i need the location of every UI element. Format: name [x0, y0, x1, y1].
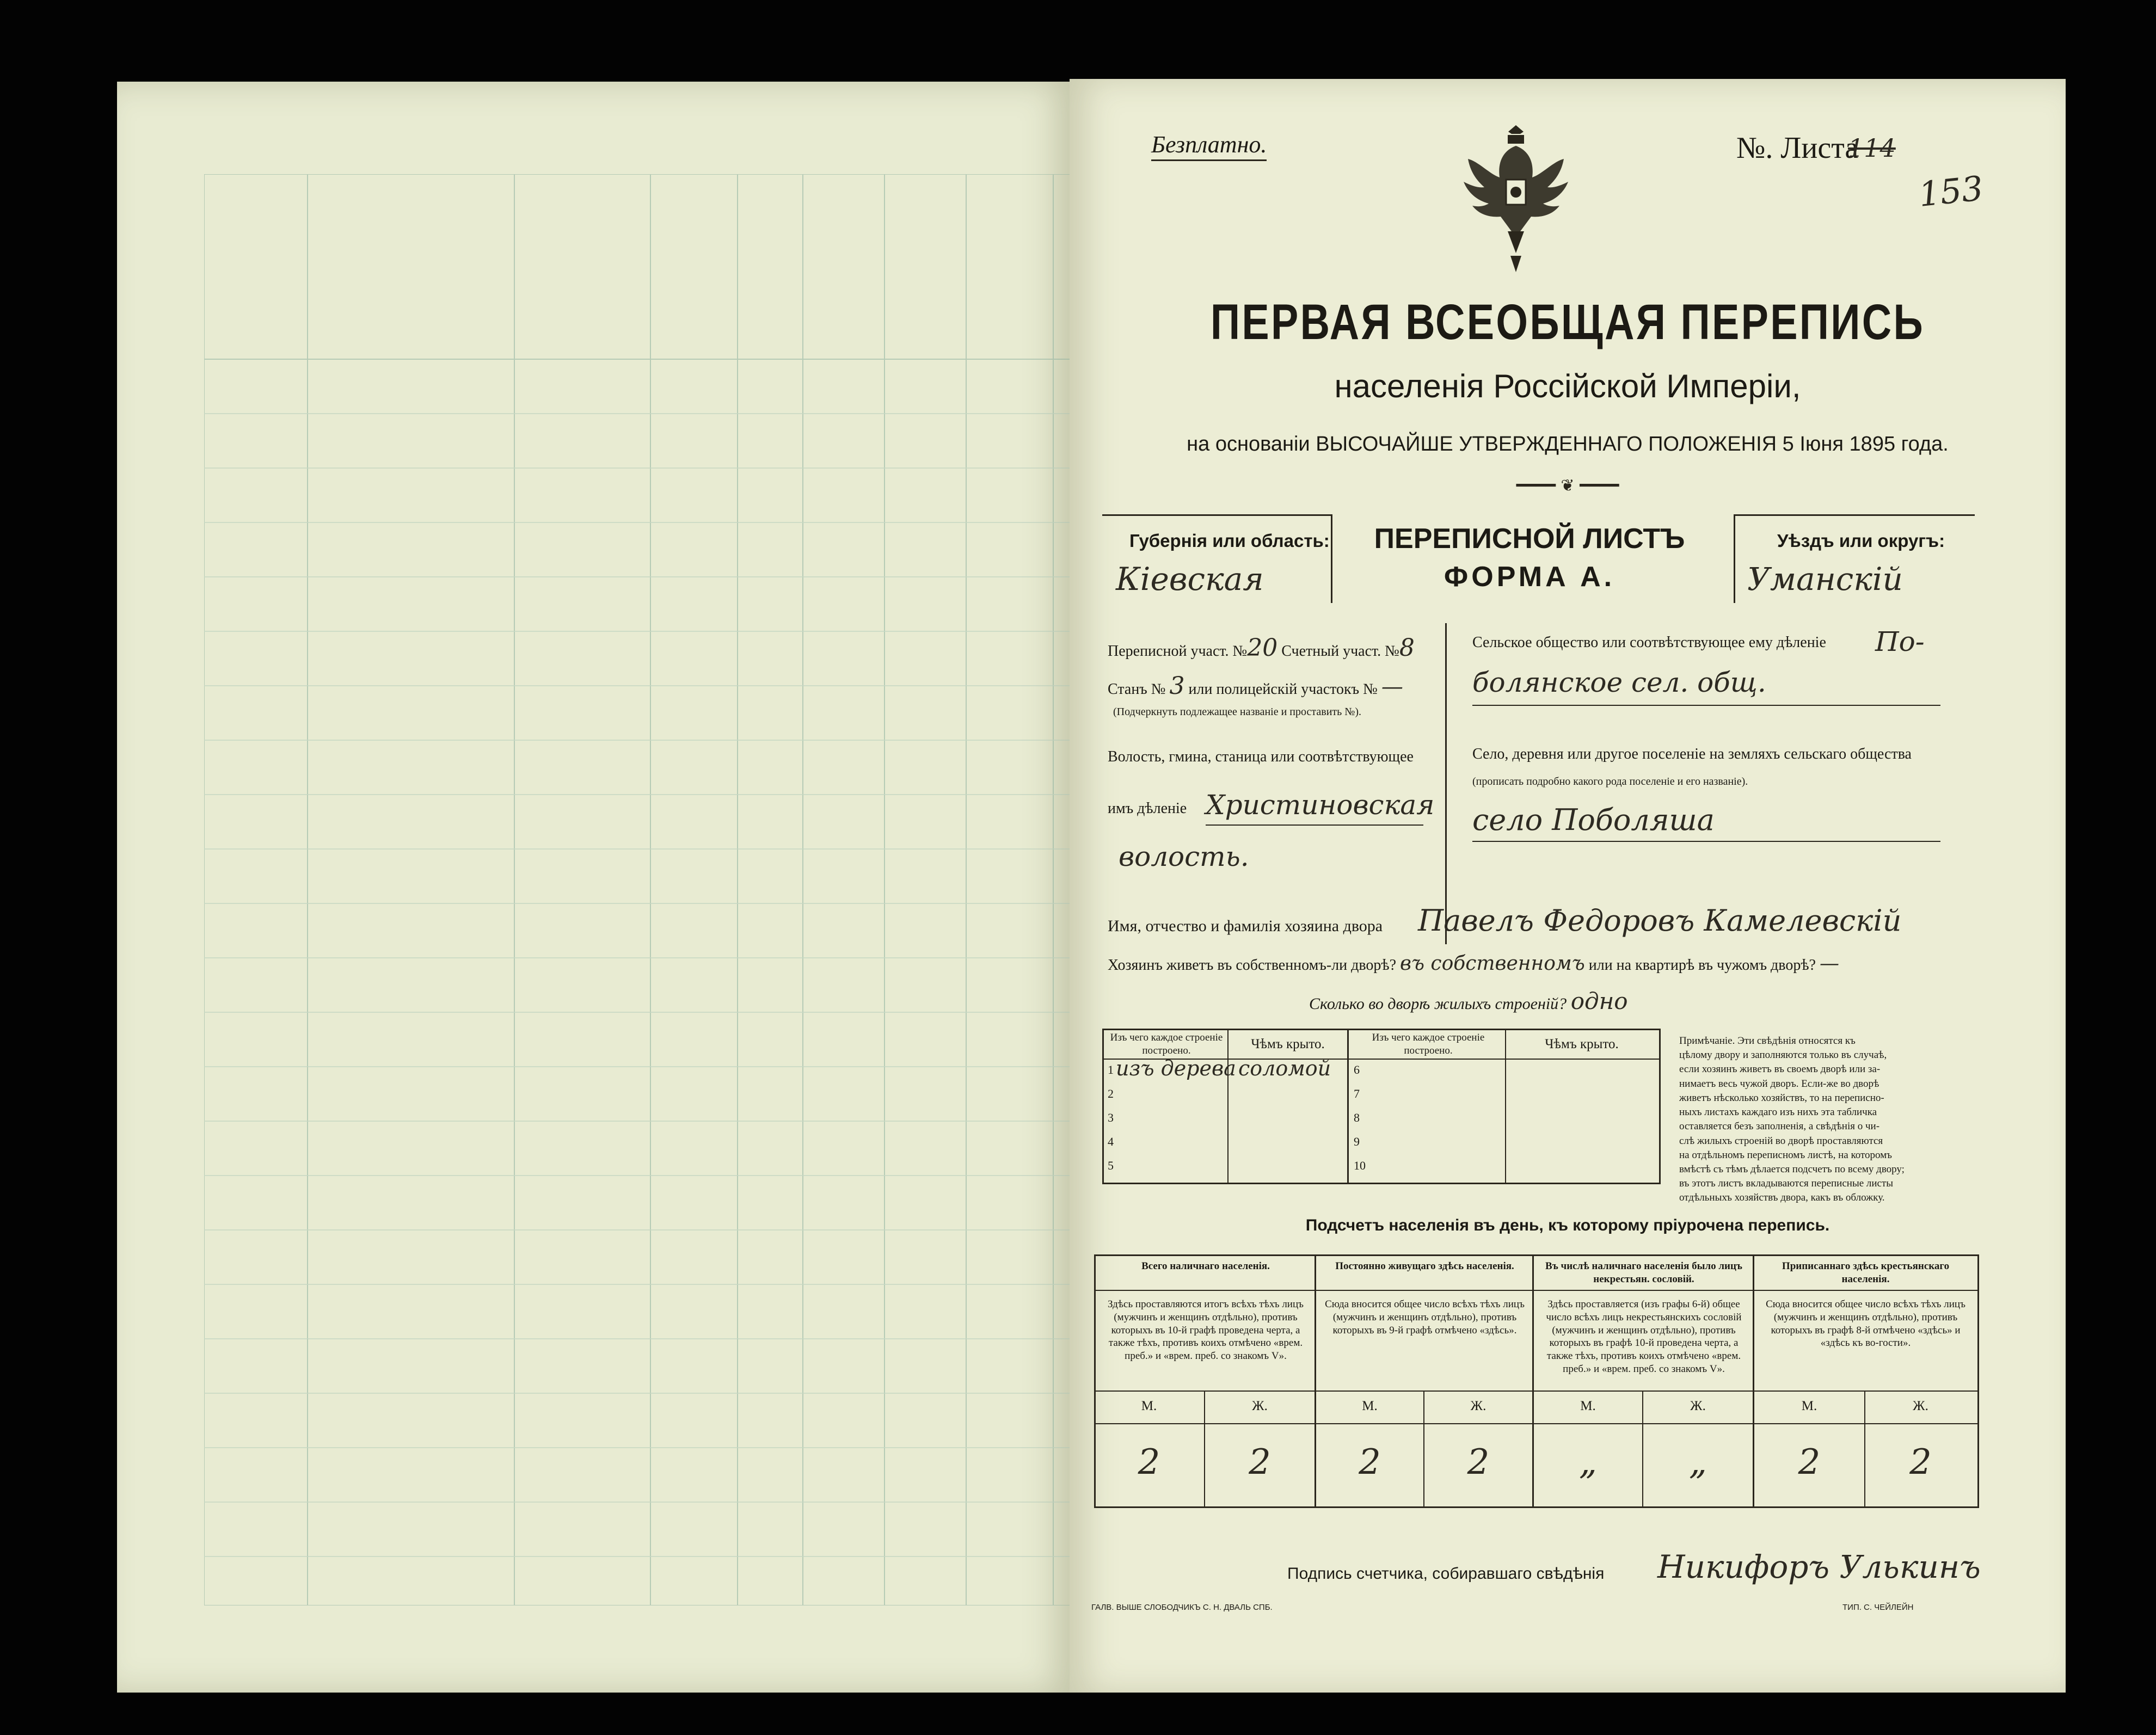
note-line: живетъ нѣсколько хозяйствъ, то на переписно-	[1679, 1092, 1884, 1104]
male-label: М.	[1801, 1399, 1817, 1413]
volost-label: Волость, гмина, станица или соотвѣтствующее	[1108, 748, 1414, 765]
village-underline	[1472, 841, 1940, 842]
village-value: село Поболяша	[1472, 803, 1715, 837]
buildings-rows-left	[1108, 1056, 1347, 1183]
stan-row	[1108, 672, 1403, 700]
building-row	[1108, 1087, 1347, 1111]
district-value: Уманскій	[1747, 561, 1903, 598]
count-area-value: 8	[1399, 634, 1415, 662]
note-line: ныхъ листахъ каждаго изъ нихъ эта табличка	[1679, 1106, 1877, 1118]
buildings-row	[1309, 988, 1628, 1014]
sheet-number-crossed: 114	[1848, 133, 1896, 163]
col-material-2: Изъ чего каждое строеніе построено.	[1372, 1032, 1485, 1056]
female-label: Ж.	[1690, 1399, 1706, 1413]
imperial-eagle-emblem	[1456, 120, 1576, 278]
building-row	[1108, 1111, 1347, 1135]
society-underline	[1472, 705, 1940, 706]
total-present-male: 2	[1138, 1442, 1160, 1482]
row-number: 10	[1354, 1159, 1366, 1172]
note-line: отдѣльныхъ хозяйствъ двора, какъ въ обложку.	[1679, 1192, 1885, 1204]
imprint-left: ГАЛВ. ВЫШЕ СЛОБОДЧИКЪ С. Н. ДВАЛЬ СПБ.	[1091, 1603, 1273, 1612]
sheet-number-label: №. Листа	[1736, 131, 1859, 165]
enumerator-signature: Никифоръ Улькинъ	[1657, 1548, 1981, 1585]
note-line: вмѣстѣ съ тѣмъ дѣлается подсчетъ по всему двору;	[1679, 1163, 1905, 1175]
stan-note: (Подчеркнуть подлежащее названіе и проставить №).	[1113, 706, 1361, 718]
census-title: ПЕРВАЯ ВСЕОБЩАЯ ПЕРЕПИСЬ	[1210, 294, 1925, 350]
free-label: Безплатно.	[1151, 131, 1267, 161]
imprint-right: ТИП. С. ЧЕЙЛЕЙН	[1842, 1603, 1914, 1612]
row-number: 4	[1108, 1135, 1114, 1148]
col-roof: Чѣмъ крыто.	[1251, 1037, 1325, 1051]
row-number: 5	[1108, 1159, 1114, 1172]
sheet-number-handwritten: 153	[1917, 168, 1985, 214]
building-row	[1354, 1135, 1506, 1159]
note-line: оставляется безъ заполненія, а свѣдѣнія о чи-	[1679, 1121, 1880, 1133]
row-number: 3	[1108, 1111, 1114, 1124]
totals-col-desc: Здѣсь проставляются итогъ всѣхъ тѣхъ лицъ (мужчинъ и женщинъ отдѣльно), противъ которыхъ въ 10-й графѣ проведена черта, а также тѣхъ, противъ коихъ отмѣчено «врем. преб.» и «врем. преб. со знакомъ V».	[1108, 1299, 1304, 1362]
non-peasant-male: „	[1578, 1442, 1598, 1482]
building-row	[1108, 1159, 1347, 1183]
female-label: Ж.	[1252, 1399, 1268, 1413]
stan-label: Станъ №	[1108, 681, 1166, 698]
totals-heading: Подсчетъ населенія въ день, къ которому пріурочена перепись.	[1305, 1216, 1830, 1234]
totals-col-title: Въ числѣ наличнаго населенія было лицъ некрестьян. сословій.	[1545, 1260, 1742, 1285]
police-value: —	[1381, 674, 1403, 699]
non-peasant-female: „	[1688, 1442, 1707, 1482]
totals-col-desc: Сюда вносится общее число всѣхъ тѣхъ лицъ (мужчинъ и женщинъ отдѣльно), противъ которыхъ въ 9-й графѣ отмѣчено «здѣсь».	[1325, 1299, 1525, 1336]
buildings-value: одно	[1570, 988, 1628, 1014]
stan-value: 3	[1169, 672, 1185, 700]
female-label: Ж.	[1470, 1399, 1487, 1413]
residence-value: въ собственномъ	[1400, 952, 1585, 975]
totals-desc-line	[1094, 1391, 1977, 1392]
totals-col-title: Всего наличнаго населенія.	[1141, 1260, 1270, 1272]
society-label: Сельское общество или соотвѣтствующее ему дѣленіе	[1472, 634, 1826, 651]
building-row	[1354, 1063, 1506, 1087]
buildings-label: Сколько во дворѣ жилыхъ строеній?	[1309, 995, 1567, 1013]
note-line: на отдѣльномъ переписномъ листѣ, на которомъ	[1679, 1149, 1893, 1161]
row-number: 7	[1354, 1087, 1360, 1100]
registered-peasant-female: 2	[1909, 1442, 1932, 1482]
total-present-female: 2	[1249, 1442, 1271, 1482]
count-area-label: Счетный участ. №	[1281, 643, 1399, 660]
note-line: Примѣчаніе. Эти свѣдѣнія относятся къ	[1679, 1035, 1856, 1047]
totals-col-title: Приписаннаго здѣсь крестьянскаго населенія.	[1782, 1260, 1950, 1285]
row-number: 1	[1108, 1063, 1114, 1076]
row-roof: соломой	[1238, 1056, 1331, 1080]
residence-row	[1108, 952, 1839, 975]
residence-label-2: или на квартирѣ въ чужомъ дворѣ?	[1588, 957, 1816, 974]
row-material: изъ дерева	[1116, 1056, 1236, 1080]
row-number: 8	[1354, 1111, 1360, 1124]
totals-col-desc: Сюда вносится общее число всѣхъ тѣхъ лицъ (мужчинъ и женщинъ отдѣльно), противъ которыхъ въ графѣ 8-й отмѣчено «здѣсь» и «здѣсь къ во-гости».	[1766, 1299, 1965, 1349]
census-subtitle: населенія Россійской Имперіи,	[1334, 368, 1801, 404]
left-page	[117, 82, 1072, 1693]
note-line: цѣлому двору и заполняются только въ случаѣ,	[1679, 1049, 1887, 1061]
society-value: По-	[1875, 626, 1925, 657]
totals-col-desc: Здѣсь проставляется (изъ графы 6-й) общее число всѣхъ лицъ некрестьянскихъ сословій (мужчинъ и женщинъ отдѣльно), противъ которыхъ въ графѣ 10-й проведена черта, а также тѣхъ, противъ коихъ отмѣчено «врем. преб.» и «врем. преб. со знакомъ V».	[1546, 1299, 1742, 1375]
province-label: Губернія или область:	[1129, 531, 1330, 551]
owner-label: Имя, отчество и фамилія хозяина двора	[1108, 917, 1383, 935]
form-title: ФОРМА А.	[1444, 561, 1616, 593]
registered-peasant-male: 2	[1798, 1442, 1821, 1482]
residence-label: Хозяинъ живетъ въ собственномъ-ли дворѣ?	[1108, 957, 1397, 974]
sheet-title: ПЕРЕПИСНОЙ ЛИСТЪ	[1374, 523, 1685, 555]
totals-title-line	[1094, 1290, 1977, 1291]
row-number: 2	[1108, 1087, 1114, 1100]
row-number: 9	[1354, 1135, 1360, 1148]
village-label: Село, деревня или другое поселеніе на земляхъ сельскаго общества	[1472, 746, 1912, 762]
district-label: Уѣздъ или округъ:	[1777, 531, 1945, 551]
signature-label: Подпись счетчика, собиравшаго свѣдѣнія	[1287, 1565, 1605, 1583]
volost-value-2: волость.	[1119, 841, 1249, 872]
note-line: въ этотъ листъ вкладываются переписные листы	[1679, 1178, 1894, 1190]
building-row	[1354, 1087, 1506, 1111]
volost-underline	[1206, 825, 1423, 826]
note-line: слѣ жилыхъ строеній во дворѣ проставляются	[1679, 1135, 1883, 1147]
note-line: если хозяинъ живетъ въ своемъ дворѣ или за-	[1679, 1063, 1881, 1075]
census-area-label: Переписной участ. №	[1108, 643, 1248, 660]
left-page-faded-grid	[204, 174, 1162, 1605]
building-row	[1354, 1159, 1506, 1183]
fields-divider	[1445, 623, 1447, 944]
volost-value: Христиновская	[1206, 789, 1435, 821]
male-label: М.	[1580, 1399, 1596, 1413]
note-line: нимаетъ весь чужой дворъ. Если-же во дворѣ	[1679, 1078, 1879, 1090]
building-row	[1354, 1111, 1506, 1135]
permanent-male: 2	[1359, 1442, 1381, 1482]
buildings-rows-right	[1354, 1063, 1506, 1183]
col-material: Изъ чего каждое строеніе построено.	[1110, 1032, 1223, 1056]
census-area-value: 20	[1247, 634, 1278, 662]
census-area-row	[1108, 634, 1415, 662]
row-number: 6	[1354, 1063, 1360, 1076]
permanent-female: 2	[1467, 1442, 1490, 1482]
police-label: или полицейскій участокъ №	[1188, 681, 1378, 698]
male-label: М.	[1362, 1399, 1378, 1413]
note-block	[1679, 1034, 1973, 1205]
female-label: Ж.	[1913, 1399, 1928, 1413]
totals-mf-line	[1094, 1423, 1977, 1424]
province-value: Кіевская	[1116, 561, 1264, 598]
building-row	[1108, 1056, 1347, 1087]
residence-value-2: —	[1819, 952, 1839, 975]
village-note: (прописать подробно какого рода поселеніе и его названіе).	[1472, 776, 1748, 787]
building-row	[1108, 1135, 1347, 1159]
right-page	[1070, 79, 2066, 1693]
totals-col-title: Постоянно живущаго здѣсь населенія.	[1335, 1260, 1514, 1272]
buildings-table-mid	[1347, 1029, 1349, 1183]
society-value-2: болянское сел. общ.	[1472, 667, 1766, 698]
census-legal-basis: на основаніи ВЫСОЧАЙШЕ УТВЕРЖДЕННАГО ПОЛОЖЕНІЯ 5 Іюня 1895 года.	[1187, 433, 1949, 456]
col-roof-2: Чѣмъ крыто.	[1545, 1037, 1619, 1051]
owner-value: Павелъ Федоровъ Камелевскій	[1418, 903, 1902, 938]
male-label: М.	[1141, 1399, 1157, 1413]
ornament-divider: ━━━━ ❦ ━━━━	[1516, 476, 1619, 495]
volost-label-2: имъ дѣленіе	[1108, 800, 1187, 817]
